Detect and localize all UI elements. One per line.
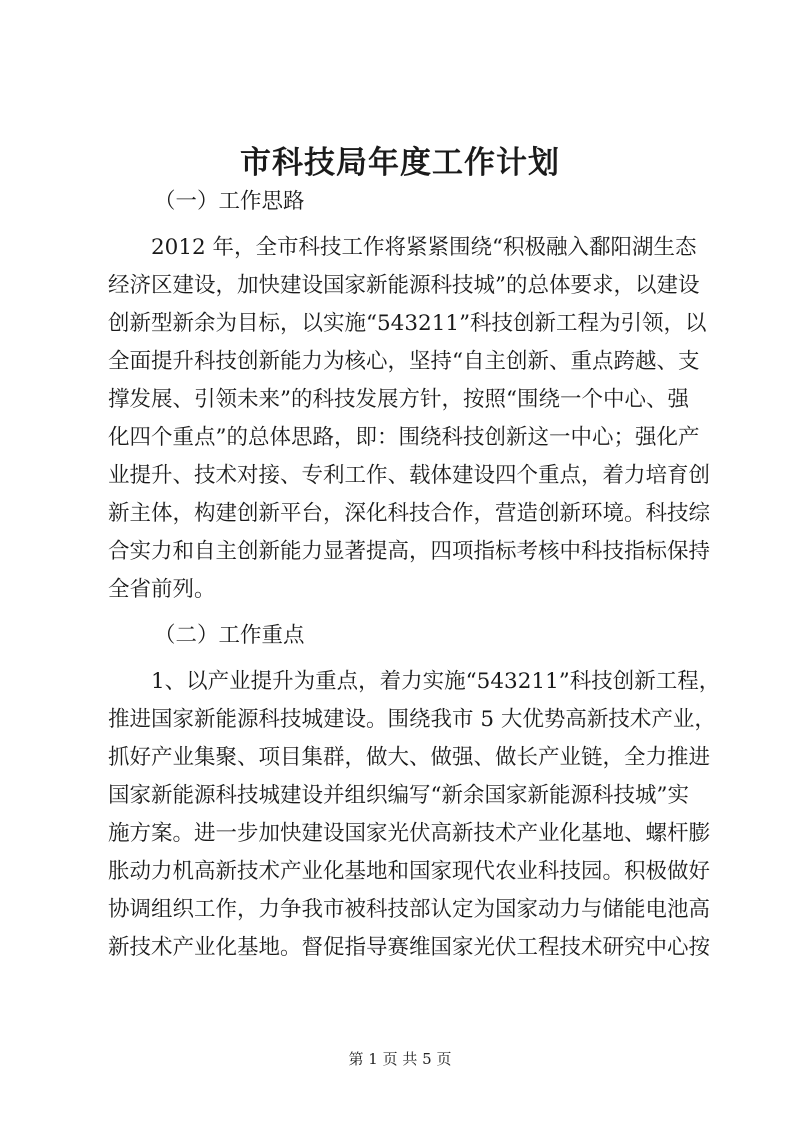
paragraph-line: 推进国家新能源科技城建设。围绕我市 5 大优势高新技术产业， xyxy=(108,707,716,732)
paragraph-line: 撑发展、引领未来”的科技发展方针，按照“围绕一个中心、强 xyxy=(108,387,689,412)
paragraph-line: 胀动力机高新技术产业化基地和国家现代农业科技园。积极做好 xyxy=(108,859,711,884)
paragraph-line: 化四个重点”的总体思路，即：围绕科技创新这一中心；强化产 xyxy=(108,425,700,450)
paragraph-line: 1、以产业提升为重点，着力实施“543211”科技创新工程， xyxy=(151,669,721,694)
section-heading-2: （二）工作重点 xyxy=(154,623,305,648)
paragraph-line: 全面提升科技创新能力为核心，坚持“自主创新、重点跨越、支 xyxy=(108,349,700,374)
paragraph-line: 创新型新余为目标，以实施“543211”科技创新工程为引领，以 xyxy=(108,311,707,336)
paragraph-line: 新主体，构建创新平台，深化科技合作，营造创新环境。科技综 xyxy=(108,501,711,526)
paragraph-line: 经济区建设，加快建设国家新能源科技城”的总体要求，以建设 xyxy=(108,273,700,298)
paragraph-line: 施方案。进一步加快建设国家光伏高新技术产业化基地、螺杆膨 xyxy=(108,821,711,846)
paragraph-line: 协调组织工作，力争我市被科技部认定为国家动力与储能电池高 xyxy=(108,897,711,922)
paragraph-line: 合实力和自主创新能力显著提高，四项指标考核中科技指标保持 xyxy=(108,539,711,564)
paragraph-line: 国家新能源科技城建设并组织编写“新余国家新能源科技城”实 xyxy=(108,783,689,808)
paragraph-line: 新技术产业化基地。督促指导赛维国家光伏工程技术研究中心按 xyxy=(108,935,711,960)
page-footer: 第 1 页 共 5 页 xyxy=(348,1050,452,1068)
document-title: 市科技局年度工作计划 xyxy=(240,145,560,181)
paragraph-line: 业提升、技术对接、专利工作、载体建设四个重点，着力培育创 xyxy=(108,463,711,488)
paragraph-line: 全省前列。 xyxy=(108,577,216,602)
section-heading-1: （一）工作思路 xyxy=(154,189,305,214)
paragraph-line: 抓好产业集聚、项目集群，做大、做强、做长产业链，全力推进 xyxy=(108,745,711,770)
paragraph-line: 2012 年，全市科技工作将紧紧围绕“积极融入鄱阳湖生态 xyxy=(151,235,697,260)
